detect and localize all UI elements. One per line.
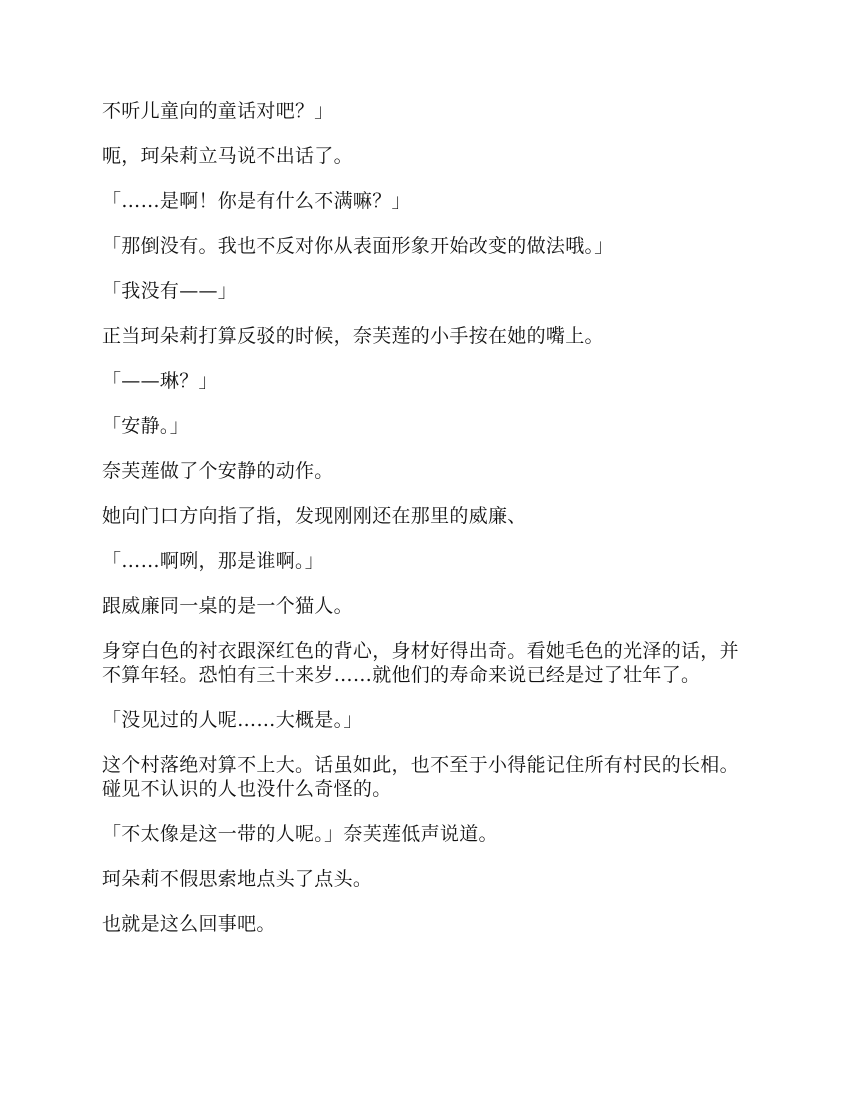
paragraph: 身穿白色的衬衣跟深红色的背心，身材好得出奇。看她毛色的光泽的话，并不算年轻。恐怕有三十来岁……就他们的寿命来说已经是过了壮年了。 [102, 640, 739, 686]
body-text [102, 99, 752, 957]
paragraph: 「我没有——」 [102, 280, 238, 302]
paragraph: 这个村落绝对算不上大。话虽如此，也不至于小得能记住所有村民的长相。碰见不认识的人也没什么奇怪的。 [102, 754, 739, 800]
paragraph: 「不太像是这一带的人呢。」奈芙莲低声说道。 [102, 823, 498, 845]
paragraph: 「安静。」 [102, 415, 190, 437]
paragraph: 也就是这么回事吧。 [102, 913, 276, 935]
paragraph: 正当珂朵莉打算反驳的时候，奈芙莲的小手按在她的嘴上。 [102, 325, 604, 347]
paragraph: 跟威廉同一桌的是一个猫人。 [102, 595, 353, 617]
paragraph: 「没见过的人呢……大概是。」 [102, 709, 363, 731]
paragraph: 「……啊咧，那是谁啊。」 [102, 550, 325, 572]
paragraph: 「——琳？」 [102, 370, 218, 392]
paragraph: 不听儿童向的童话对吧？」 [102, 100, 334, 122]
paragraph: 珂朵莉不假思索地点头了点头。 [102, 868, 373, 890]
paragraph: 奈芙莲做了个安静的动作。 [102, 460, 334, 482]
paragraph: 她向门口方向指了指，发现刚刚还在那里的威廉、 [102, 505, 527, 527]
paragraph: 「……是啊！你是有什么不满嘛？」 [102, 190, 411, 212]
paragraph: 「那倒没有。我也不反对你从表面形象开始改变的做法哦。」 [102, 235, 614, 257]
paragraph: 呃，珂朵莉立马说不出话了。 [102, 145, 353, 167]
